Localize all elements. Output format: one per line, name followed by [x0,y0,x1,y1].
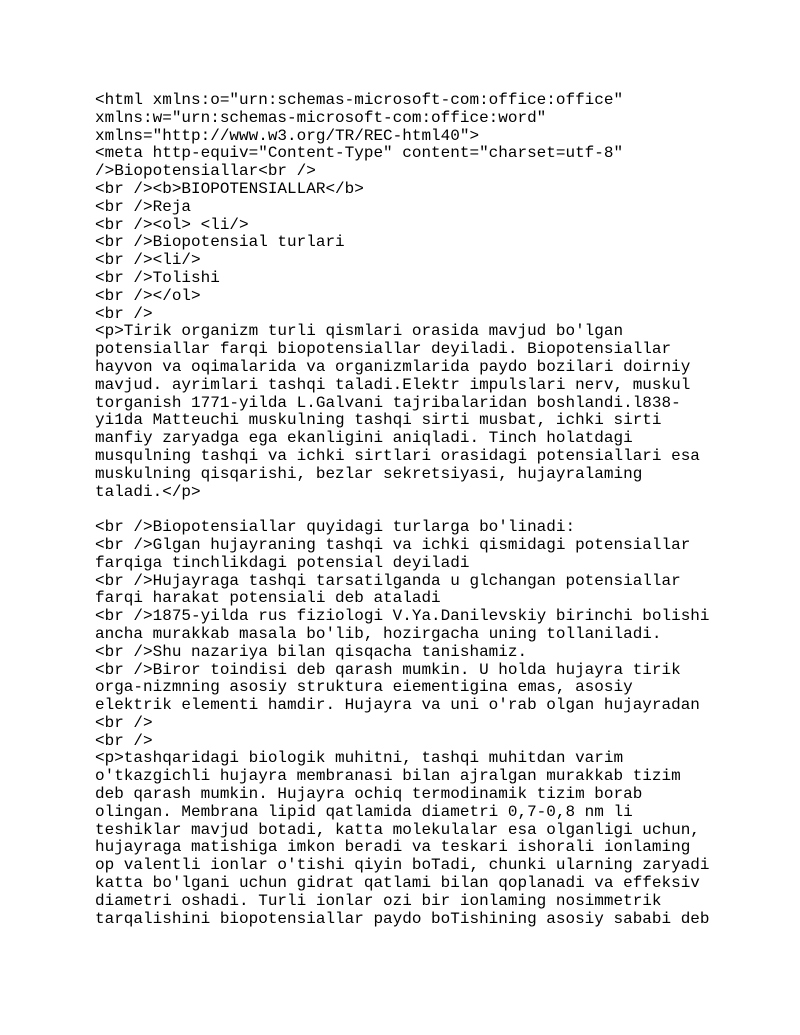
text-line: yi1da Matteuchi muskulning tashqi sirti musbat, ichki sirti [95,411,662,430]
text-line: <br />Shu nazariya bilan qisqacha tanishamiz. [95,642,528,661]
text-line: <html xmlns:o="urn:schemas-microsoft-com:office:office" [95,91,624,109]
text-line: elektrik elementi hamdir. Hujayra va uni o'rab olgan hujayradan [95,696,700,715]
text-line: farqiga tinchlikdagi potensial deyiladi [95,553,470,572]
text-line: <br />Hujayraga tashqi tarsatilganda u glchangan potensiallar [95,571,681,590]
text-line: <br />Biror toindisi deb qarash mumkin. U holda hujayra tirik [95,660,681,679]
text-line: <p>Tirik organizm turli qismlari orasida mavjud bo'lgan [95,322,624,341]
text-line: <p>tashqaridagi biologik muhitni, tashqi muhitdan varim [95,749,624,768]
text-line: op valentli ionlar o'tishi qiyin boTadi, chunki ularning zaryadi [95,856,710,875]
text-line: <br /> [95,713,153,732]
text-line: potensiallar farqi biopotensiallar deyiladi. Biopotensiallar [95,340,672,359]
text-line: o'tkazgichli hujayra membranasi bilan ajralgan murakkab tizim [95,767,681,786]
text-line: orga-nizmning asosiy struktura eiementigina emas, asosiy [95,678,633,697]
text-line: musqulning tashqi va ichki sirtlari orasidagi potensiallari esa [95,446,700,465]
text-line: teshiklar mavjud botadi, katta molekulalar esa olganligi uchun, [95,820,700,839]
text-line: hayvon va oqimalarida va organizmlarida paydo bozilari doirniy [95,357,691,376]
text-line: torganish 1771-yilda L.Galvani tajribalaridan boshlandi.l838- [95,393,681,412]
text-line: muskulning qisqarishi, bezlar sekretsiyasi, hujayralaming [95,464,643,483]
text-line: <br />Biopotensial turlari [95,233,345,252]
text-line: deb qarash mumkin. Hujayra ochiq termodinamik tizim borab [95,785,643,804]
text-line: katta bo'lgani uchun gidrat qatlami bilan qoplanadi va effeksiv [95,874,700,893]
text-line: farqi harakat potensiali deb ataladi [95,589,441,608]
text-line: olingan. Membrana lipid qatlamida diametri 0,7-0,8 nm li [95,802,633,821]
text-line: <br /> [95,731,153,750]
text-line: <br /> [95,304,153,323]
text-line: xmlns:w="urn:schemas-microsoft-com:office:word" [95,108,547,127]
text-line: taladi.</p> [95,482,201,501]
text-line: mavjud. ayrimlari tashqi taladi.Elektr impulslari nerv, muskul [95,375,691,394]
text-line: <br />Biopotensiallar quyidagi turlarga bo'linadi: [95,518,576,537]
text-line: xmlns="http://www.w3.org/TR/REC-html40"> [95,126,480,145]
text-line: <br /><b>BIOPOTENSIALLAR</b> [95,179,364,198]
document-page [95,92,755,928]
blank-line [95,501,755,519]
text-line: />Biopotensiallar<br /> [95,162,316,181]
text-line: <meta http-equiv="Content-Type" content="charset=utf-8" [95,144,624,163]
text-line: tarqalishini biopotensiallar paydo boTishining asosiy sababi deb [95,909,710,928]
text-line: <br /><li/> [95,251,201,270]
text-line: <br />Reja [95,197,192,216]
text-line: <br /></ol> [95,286,201,305]
text-line: <br />Glgan hujayraning tashqi va ichki qismidagi potensiallar [95,535,691,554]
text-line: ancha murakkab masala bo'lib, hozirgacha uning tollaniladi. [95,624,662,643]
text-line: hujayraga matishiga imkon beradi va teskari ishorali ionlaming [95,838,691,857]
text-line: <br /><ol> <li/> [95,215,249,234]
text-line: manfiy zaryadga ega ekanligini aniqladi. Tinch holatdagi [95,429,633,448]
text-line: <br />1875-yilda rus fiziologi V.Ya.Danilevskiy birinchi bolishi [95,607,710,626]
text-line: <br />Tolishi [95,268,220,287]
text-line: diametri oshadi. Turli ionlar ozi bir ionlaming nosimmetrik [95,891,662,910]
